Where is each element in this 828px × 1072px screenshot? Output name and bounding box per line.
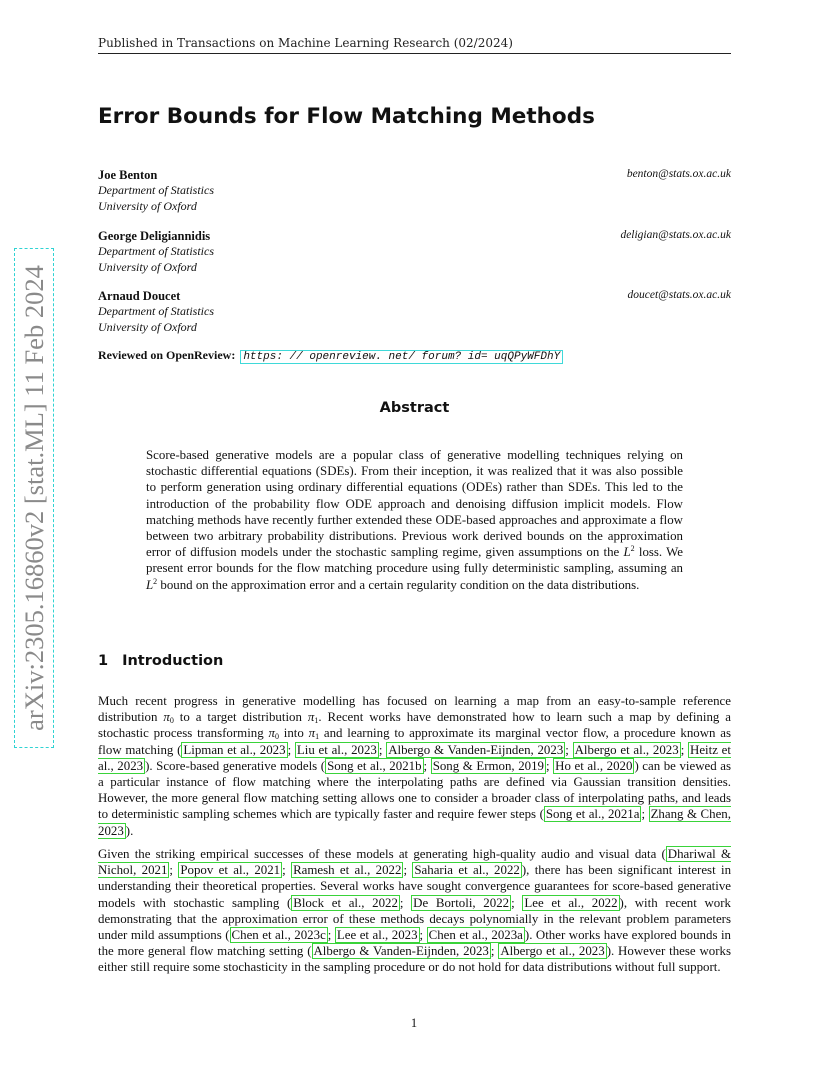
header-rule <box>98 53 731 54</box>
author-block <box>98 168 731 214</box>
citation-link[interactable]: Ho et al., 2020 <box>555 758 633 773</box>
citation-link[interactable]: Popov et al., 2021 <box>180 863 281 878</box>
citation-link[interactable]: Albergo & Vanden-Eijnden, 2023 <box>313 944 489 959</box>
citation-link[interactable]: Zhang & Chen, 2023 <box>98 807 731 838</box>
citation-link[interactable]: Chen et al., 2023a <box>428 928 523 943</box>
citation-link[interactable]: Song et al., 2021b <box>327 758 422 773</box>
citation-link[interactable]: Block et al., 2022 <box>293 895 398 910</box>
citation-link[interactable]: Saharia et al., 2022 <box>414 863 520 878</box>
intro-paragraph: Much recent progress in generative modelling has focused on learning a map from an easy-to-sample reference distribution $\pi_0$ to a target distribution $\pi_1$. Recent works have demonstrated how to learn such a map by defining a stochastic process transforming $\pi_0$ into $\pi_1$ and learning to approximate its marginal vector flow, a procedure known as flow matching ( Lipman et al., 2023 ; Liu et al., 2023 ; Albergo & Vanden-Eijnden, 2023 ; Albergo et al., 2023 ; Heitz et al., 2023 ). Score-based generative models ( Song et al., 2021b ; Song & Ermon, 2019 ; Ho et al., 2020 ) can be viewed as a particular instance of flow matching where the interpolating paths are defined via Gaussian transition densities. However, the more general flow matching setting allows one to consider a broader class of interpolating paths, and leads to deterministic sampling schemes which are typically faster and require fewer steps ( Song et al., 2021a ; Zhang & Chen, 2023 ). <box>98 694 732 838</box>
author-department: Department of Statistics <box>98 244 214 258</box>
author-name: Arnaud Doucet <box>98 289 181 303</box>
author-university: University of Oxford <box>98 259 197 274</box>
section-title: Introduction <box>122 653 224 669</box>
citation-link[interactable]: Ramesh et al., 2022 <box>293 863 402 878</box>
citation-link[interactable]: Liu et al., 2023 <box>296 742 377 757</box>
citation-link[interactable]: Heitz et al., 2023 <box>98 742 731 773</box>
author-name: George Deligiannidis <box>98 229 211 243</box>
author-email[interactable]: doucet@stats.ox.ac.uk <box>627 289 731 301</box>
intro-paragraph: Given the striking empirical successes of these models at generating high-quality audio and visual data ( Dhariwal & Nichol, 2021 ; Popov et al., 2021 ; Ramesh et al., 2022 ; Saharia et al., 2022 ), there has been significant interest in understanding their theoretical properties. Several works have sought convergence guarantees for score-based generative models with stochastic sampling ( Block et al., 2022 ; De Bortoli, 2022 ; Lee et al., 2022 ), with recent work demonstrating that the approximation error of these methods decays polynomially in the relevant problem parameters under mild assumptions ( Chen et al., 2023c ; Lee et al., 2023 ; Chen et al., 2023a ). Other works have explored bounds in the more general flow matching setting ( Albergo & Vanden-Eijnden, 2023 ; Albergo et al., 2023 ). However these works either still require some stochasticity in the sampling procedure or do not hold for data distributions without full support. <box>98 847 732 975</box>
citation-link[interactable]: De Bortoli, 2022 <box>413 895 510 910</box>
citation-link[interactable]: Dhariwal & Nichol, 2021 <box>98 847 731 878</box>
citation-link[interactable]: Lee et al., 2023 <box>336 928 418 943</box>
citation-link[interactable]: Song et al., 2021a <box>545 807 640 822</box>
page-number: 1 <box>410 1016 418 1030</box>
author-department: Department of Statistics <box>98 304 214 318</box>
author-name: Joe Benton <box>98 168 158 182</box>
citation-link[interactable]: Lipman et al., 2023 <box>183 742 286 757</box>
section-heading <box>98 653 223 669</box>
abstract-text: Score-based generative models are a popular class of generative modelling techniques relying on stochastic differential equations (SDEs). From their inception, it was realized that it was also possible to perform generation using ordinary differential equations (ODEs) rather than SDEs. This led to the introduction of the probability flow ODE approach and denoising diffusion implicit models. Flow matching methods have recently further extended these ODE-based approaches and approximate a flow between two arbitrary probability distributions. Previous work derived bounds on the approximation error of diffusion models under the stochastic sampling regime, given assumptions on the $L^2$ loss. We present error bounds for the flow matching procedure using fully deterministic sampling, assuming an $L^2$ bound on the approximation error and a certain regularity condition on the data distributions. <box>146 448 683 592</box>
author-email[interactable]: deligian@stats.ox.ac.uk <box>620 229 731 241</box>
author-email[interactable]: benton@stats.ox.ac.uk <box>626 168 731 180</box>
citation-link[interactable]: Albergo et al., 2023 <box>500 944 605 959</box>
abstract-heading: Abstract <box>379 400 450 416</box>
author-block <box>98 289 731 335</box>
journal-header: Published in Transactions on Machine Learning Research (02/2024) <box>98 36 513 50</box>
author-university: University of Oxford <box>98 198 197 213</box>
openreview-label: Reviewed on OpenReview: <box>98 348 236 362</box>
paper-title: Error Bounds for Flow Matching Methods <box>98 104 595 129</box>
section-number: 1 <box>98 653 109 669</box>
citation-link[interactable]: Albergo et al., 2023 <box>574 742 679 757</box>
openreview-line <box>98 348 563 363</box>
author-block <box>98 229 731 275</box>
citation-link[interactable]: Song & Ermon, 2019 <box>432 758 544 773</box>
openreview-link[interactable]: https: // openreview. net/ forum? id= uqQPyWFDhY <box>240 350 563 364</box>
citation-link[interactable]: Albergo & Vanden-Eijnden, 2023 <box>388 742 564 757</box>
arxiv-identifier-stamp[interactable]: arXiv:2305.16860v2 [stat.ML] 11 Feb 2024 <box>14 248 54 748</box>
citation-link[interactable]: Chen et al., 2023c <box>231 928 326 943</box>
author-department: Department of Statistics <box>98 183 214 197</box>
author-university: University of Oxford <box>98 319 197 334</box>
citation-link[interactable]: Lee et al., 2022 <box>524 895 618 910</box>
